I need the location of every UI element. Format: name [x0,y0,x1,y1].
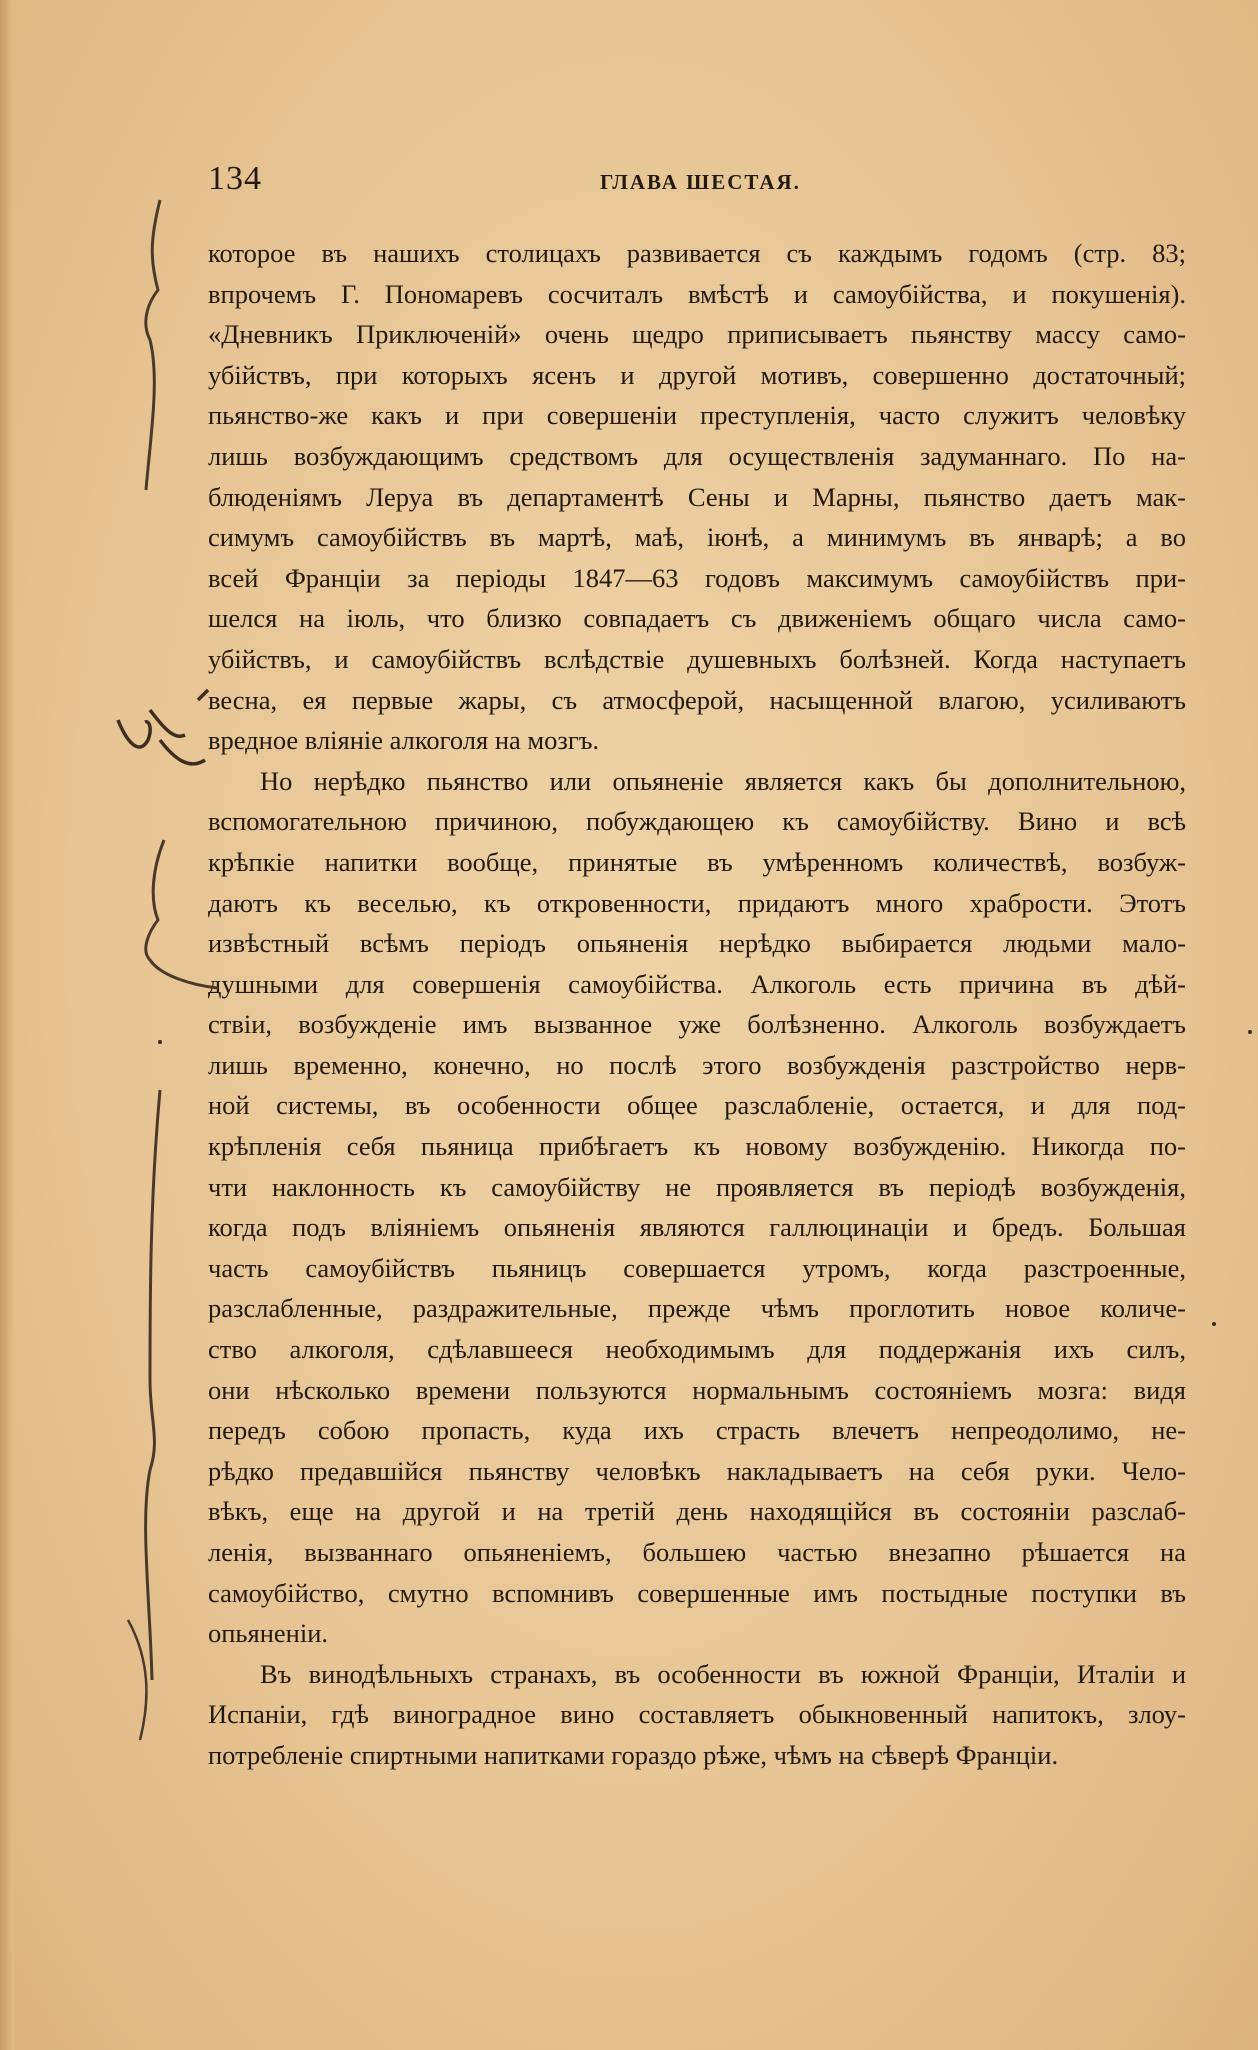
text-line: шелся на іюль, что близко совпадаетъ съ движеніемъ общаго числа само- [208,603,1186,634]
text-line: пьянство-же какъ и при совершеніи преступленія, часто служитъ человѣку [208,400,1186,431]
text-line: ство алкоголя, сдѣлавшееся необходимымъ для поддержанія ихъ силъ, [208,1334,1186,1365]
margin-bracket-3 [146,1090,160,1680]
text-line: убійствъ, и самоубійствъ вслѣдствіе душевныхъ болѣзней. Когда наступаетъ [208,643,1186,674]
page-header [208,160,1193,204]
text-line: вредное вліяніе алкоголя на мозгъ. [208,725,600,756]
page-number: 134 [208,160,262,197]
paragraph [208,233,1186,761]
page-edge-shadow [0,0,14,2050]
text-line: «Дневникъ Приключеній» очень щедро приписываетъ пьянству массу само- [208,319,1186,350]
text-line: Но нерѣдко пьянство или опьяненіе является какъ бы дополнительною, [260,765,1186,796]
text-line: потребленіе спиртными напитками гораздо рѣже, чѣмъ на сѣверѣ Франціи. [208,1739,1059,1770]
ink-speck [1248,1030,1252,1034]
text-line: крѣпленія себя пьяница прибѣгаетъ къ новому возбужденію. Никогда по- [208,1131,1186,1162]
paragraph [208,1654,1186,1776]
text-line: ствіи, возбужденіе имъ вызванное уже болѣзненно. Алкоголь возбуждаетъ [208,1009,1186,1040]
ink-speck [158,1040,162,1044]
text-line: передъ собою пропасть, куда ихъ страсть влечетъ непреодолимо, не- [208,1415,1186,1446]
text-line: убійствъ, при которыхъ ясенъ и другой мотивъ, совершенно достаточный; [208,359,1186,390]
margin-bracket-4 [128,1620,146,1740]
text-line: Испаніи, гдѣ виноградное вино составляетъ обыкновенный напитокъ, злоу- [208,1699,1186,1730]
text-line: разслабленные, раздражительные, прежде чѣмъ проглотить новое количе- [208,1293,1186,1324]
ink-speck [1212,1322,1216,1326]
text-line: они нѣсколько времени пользуются нормальнымъ состояніемъ мозга: видя [208,1374,1186,1405]
text-line: Въ винодѣльныхъ странахъ, въ особенности въ южной Франціи, Италіи и [260,1658,1186,1689]
text-line: вспомогательною причиною, побуждающею къ самоубійству. Вино и всѣ [208,806,1186,837]
text-line: крѣпкіе напитки вообще, принятые въ умѣренномъ количествѣ, возбуж- [208,846,1186,877]
text-line: симумъ самоубійствъ въ мартѣ, маѣ, іюнѣ, а минимумъ въ январѣ; а во [208,522,1186,553]
text-line: когда подъ вліяніемъ опьяненія являются галлюцинаціи и бредъ. Большая [208,1212,1186,1243]
margin-note-mark [118,690,208,764]
text-line: самоубійство, смутно вспомнивъ совершенные имъ постыдные поступки въ [208,1577,1186,1608]
body-text [208,233,1186,1776]
text-line: блюденіямъ Леруа въ департаментѣ Сены и Марны, пьянство даетъ мак- [208,481,1186,512]
text-line: ленія, вызваннаго опьяненіемъ, большею частью внезапно рѣшается на [208,1537,1186,1567]
text-line: рѣдко предавшійся пьянству человѣкъ накладываетъ на себя руки. Чело- [208,1455,1186,1486]
text-line: душными для совершенія самоубійства. Алкоголь есть причина въ дѣй- [208,968,1186,999]
text-line: даютъ къ веселью, къ откровенности, придаютъ много храбрости. Этотъ [208,887,1186,918]
running-head: ГЛАВА ШЕСТАЯ. [600,170,801,194]
text-line: вѣкъ, еще на другой и на третій день находящійся въ состояніи разслаб- [208,1496,1186,1527]
text-line: чти наклонность къ самоубійству не проявляется въ періодѣ возбужденія, [208,1171,1186,1202]
paragraph [208,761,1186,1654]
margin-bracket-1 [146,200,160,490]
text-line: весна, ея первые жары, съ атмосферой, насыщенной влагою, усиливаютъ [208,684,1186,715]
text-line: опьяненіи. [208,1618,329,1649]
text-line: ной системы, въ особенности общее разслабленіе, остается, и для под- [208,1090,1186,1121]
text-line: лишь возбуждающимъ средствомъ для осуществленія задуманнаго. По на- [208,440,1186,471]
text-line: лишь временно, конечно, но послѣ этого возбужденія разстройство нерв- [208,1049,1186,1080]
text-line: которое въ нашихъ столицахъ развивается съ каждымъ годомъ (стр. 83; [208,238,1186,268]
text-line: извѣстный всѣмъ періодъ опьяненія нерѣдко выбирается людьми мало- [208,928,1186,959]
text-line: часть самоубійствъ пьяницъ совершается утромъ, когда разстроенные, [208,1252,1186,1283]
text-line: всей Франціи за періоды 1847—63 годовъ максимумъ самоубійствъ при- [208,562,1186,593]
text-line: впрочемъ Г. Пономаревъ сосчиталъ вмѣстѣ и самоубійства, и покушенія). [208,278,1186,309]
